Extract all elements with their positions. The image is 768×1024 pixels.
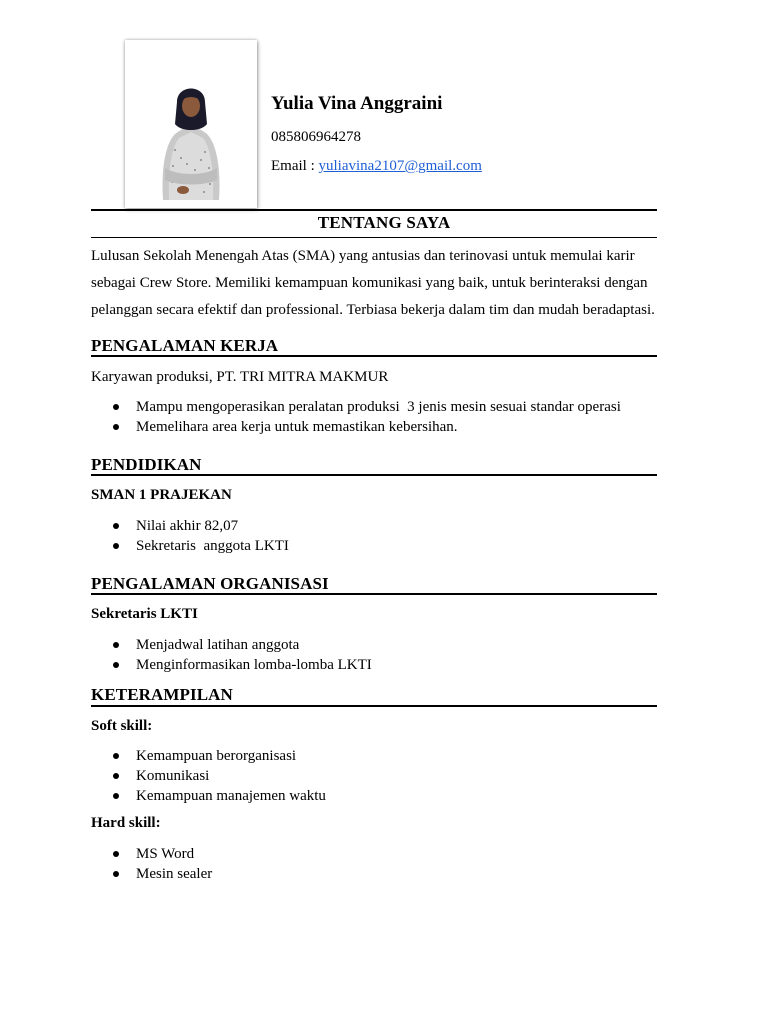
bullet-icon (113, 773, 119, 779)
bullet-icon (113, 753, 119, 759)
experience-rule (91, 355, 657, 357)
list-item: Sekretaris anggota LKTI (91, 536, 289, 556)
education-list (91, 516, 289, 556)
about-line: sebagai Crew Store. Memiliki kemampuan komunikasi yang baik, untuk berinteraksi dengan (91, 275, 648, 291)
hard-skill-list (91, 844, 212, 884)
organization-role: Sekretaris LKTI (91, 606, 198, 622)
about-top-rule (91, 209, 657, 211)
about-line: pelanggan secara efektif dan professional. Terbiasa bekerja dalam tim dan mudah beradaptasi. (91, 302, 655, 318)
email-label: Email : (271, 158, 319, 174)
email-link[interactable]: yuliavina2107@gmail.com (318, 158, 482, 174)
candidate-name: Yulia Vina Anggraini (271, 93, 443, 114)
organization-list (91, 635, 372, 675)
list-item: Mampu mengoperasikan peralatan produksi 3 jenis mesin sesuai standar operasi (91, 397, 621, 417)
about-title: TENTANG SAYA (317, 213, 451, 232)
phone-number: 085806964278 (271, 129, 361, 145)
bullet-icon (113, 424, 119, 430)
skills-title: KETERAMPILAN (91, 685, 233, 704)
organization-rule (91, 593, 657, 595)
list-item: MS Word (91, 844, 212, 864)
list-item: Komunikasi (91, 766, 326, 786)
bullet-icon (113, 642, 119, 648)
bullet-icon (113, 851, 119, 857)
list-item: Kemampuan manajemen waktu (91, 786, 326, 806)
bullet-icon (113, 793, 119, 799)
experience-list (91, 397, 621, 437)
list-item: Memelihara area kerja untuk memastikan kebersihan. (91, 417, 621, 437)
experience-title: PENGALAMAN KERJA (91, 336, 279, 355)
skills-rule (91, 705, 657, 707)
profile-photo (125, 40, 257, 208)
bullet-icon (113, 662, 119, 668)
soft-skill-label: Soft skill: (91, 718, 153, 734)
about-paragraph (91, 243, 671, 324)
list-item: Menginformasikan lomba-lomba LKTI (91, 655, 372, 675)
education-title: PENDIDIKAN (91, 455, 202, 474)
bullet-icon (113, 543, 119, 549)
list-item: Nilai akhir 82,07 (91, 516, 289, 536)
education-rule (91, 474, 657, 476)
organization-title: PENGALAMAN ORGANISASI (91, 574, 329, 593)
bullet-icon (113, 871, 119, 877)
list-item: Menjadwal latihan anggota (91, 635, 372, 655)
about-line: Lulusan Sekolah Menengah Atas (SMA) yang antusias dan terinovasi untuk memulai karir (91, 248, 635, 264)
bullet-icon (113, 404, 119, 410)
person-portrait-image (125, 40, 257, 208)
about-bottom-rule (91, 237, 657, 238)
bullet-icon (113, 523, 119, 529)
job-position: Karyawan produksi, PT. TRI MITRA MAKMUR (91, 369, 389, 385)
list-item: Mesin sealer (91, 864, 212, 884)
email-line (271, 158, 482, 175)
soft-skill-list (91, 746, 326, 806)
school-name: SMAN 1 PRAJEKAN (91, 487, 232, 503)
list-item: Kemampuan berorganisasi (91, 746, 326, 766)
hard-skill-label: Hard skill: (91, 815, 161, 831)
